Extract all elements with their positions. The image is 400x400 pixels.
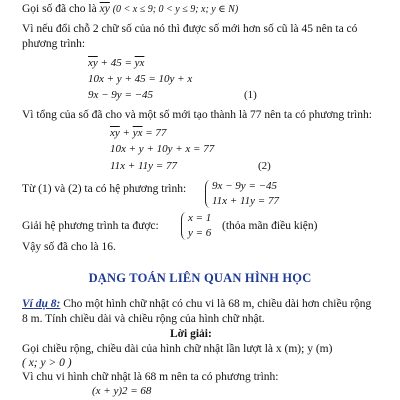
section-title: DẠNG TOÁN LIÊN QUAN HÌNH HỌC [88,271,312,285]
math-var: $\overline{yx}$ [132,127,143,139]
equation-6: 11x + 11y = 77 [110,160,177,172]
conclusion: Vậy số đã cho là 16. [22,241,116,253]
equation-number-1: (1) [244,89,257,101]
equation-5: 10x + y + 10y + x = 77 [110,143,215,155]
system1-row2: 11x + 11y = 77 [212,195,279,207]
equation-2: 10x + y + 45 = 10y + x [88,73,193,85]
math-text: + [119,127,133,139]
condition-note: (thỏa mãn điều kiện) [222,220,318,232]
solution-line-1: Gọi chiều rộng, chiều dài của hình chữ nhật lần lượt là x (m); y (m) [22,343,333,355]
system2-row1: x = 1 [188,212,212,224]
example-statement [22,297,371,311]
equation-1 [88,56,144,70]
math-text: = 77 [142,127,167,139]
math-var: $\overline{xy}$ [110,127,120,139]
system1-row1: 9x − 9y = −45 [212,180,278,192]
paragraph-swap-digits: Vì nếu đổi chỗ 2 chữ số của nó thì được số mới hơn số cũ là 45 nên ta có [22,23,358,35]
equation-7: (x + y)2 = 68 [92,385,152,397]
solution-line-2: ( x; y > 0 ) [22,357,72,369]
paragraph-system: Từ (1) và (2) ta có hệ phương trình: [22,183,187,195]
solution-heading: Lời giải: [170,328,212,340]
brace-icon [181,212,186,240]
example-text: Cho một hình chữ nhật có chu vi là 68 m, chiều dài hơn chiều rộng [60,298,372,310]
paragraph-sum: Vì tổng của số đã cho và một số mới tạo thành là 77 nên ta có phương trình: [22,109,372,121]
paragraph-solve: Giải hệ phương trình ta được: [22,220,159,232]
paragraph-equation-intro: phương trình: [22,38,86,50]
equation-number-2: (2) [258,160,271,172]
equation-4 [110,126,166,140]
math-var: $\overline{xy}$ [99,3,110,15]
paragraph-let-number [22,2,238,17]
math-var: $\overline{yx}$ [134,57,145,69]
text: Gọi số đã cho là [22,3,100,15]
system2-row2: y = 6 [188,227,212,239]
math-condition: (0 < x ≤ 9; 0 < y ≤ 9; x; y ∈ N) [112,4,239,15]
math-var: $\overline{xy}$ [88,57,98,69]
math-text: + 45 = [97,57,135,69]
solution-line-3: Vì chu vi hình chữ nhật là 68 m nên ta có phương trình: [22,371,279,383]
example-statement-2: 8 m. Tính chiều dài và chiều rộng của hình chữ nhật. [22,313,265,325]
example-label: Ví dụ 8: [22,298,61,310]
equation-3: 9x − 9y = −45 [88,89,154,101]
brace-icon [205,180,210,208]
